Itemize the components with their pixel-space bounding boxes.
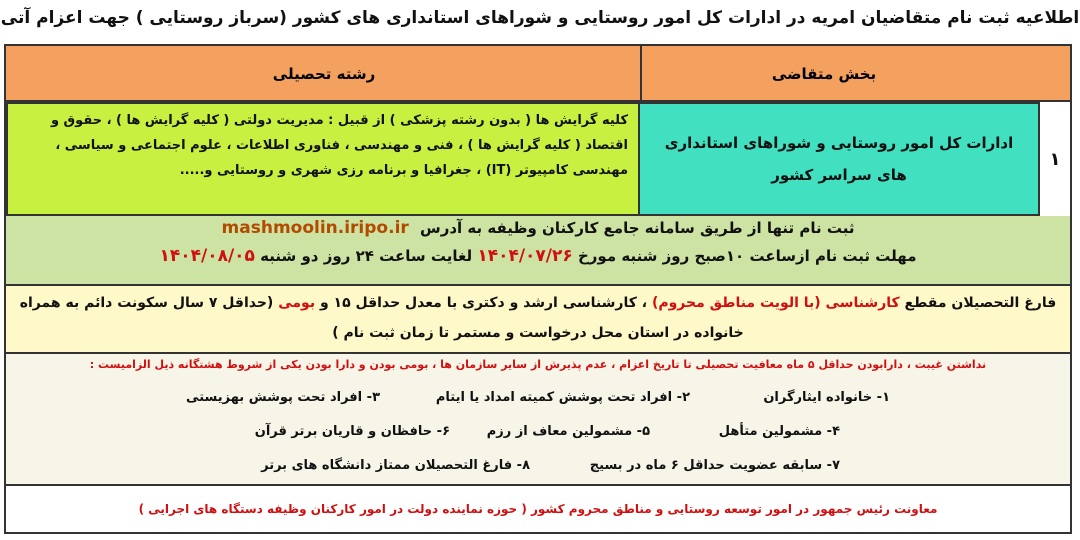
deadline-middle: لغایت ساعت ۲۴ روز دو شنبه xyxy=(260,247,473,265)
registration-text: ثبت نام تنها از طریق سامانه جامع کارکنان وظیفه به آدرس xyxy=(420,219,855,237)
eligibility-part-2: کارشناسی (با الویت مناطق محروم) xyxy=(651,295,900,311)
condition-item: ۶- حافظان و قاریان برتر قرآن xyxy=(254,424,450,439)
eligibility-part-5: بومی xyxy=(278,295,316,311)
eligibility-line-2: خانواده در استان محل درخواست و مستمر تا زمان ثبت نام ) xyxy=(332,325,744,341)
condition-item: ۴- مشمولین متأهل xyxy=(718,424,840,439)
conditions-block xyxy=(6,354,1070,486)
header-field-of-study: رشته تحصیلی xyxy=(272,65,376,83)
header-divider xyxy=(640,46,642,102)
header-department: بخش متقاضی xyxy=(771,65,877,83)
department-cell: ادارات کل امور روستایی و شوراهای استانداری های سراسر کشور xyxy=(638,102,1040,216)
eligibility-part-6: (حداقل ۷ سال سکونت دائم به همراه xyxy=(19,295,274,311)
conditions-intro: نداشتن غیبت ، دارابودن حداقل ۵ ماه معافیت تحصیلی تا تاریخ اعزام ، عدم پذیرش از سایر سازمان ها ، بومی بودن و دارا بودن یکی از شروط هشتگانه ذیل الزامیست : xyxy=(89,358,987,371)
registration-website: mashmoolin.iripo.ir xyxy=(221,218,409,238)
condition-item: ۲- افراد تحت پوشش کمیته امداد یا ایتام xyxy=(435,390,690,405)
condition-item: ۱- خانواده ایثارگران xyxy=(763,390,890,405)
start-date: ۱۴۰۴/۰۷/۲۶ xyxy=(477,246,573,266)
deadline-line xyxy=(6,246,1070,266)
eligibility-band xyxy=(6,286,1070,354)
end-date: ۱۴۰۴/۰۸/۰۵ xyxy=(159,246,255,266)
registration-band xyxy=(6,216,1070,286)
page-title: اطلاعیه ثبت نام متقاضیان امریه در ادارات کل امور روستایی و شوراهای استانداری های کشور (سرباز روستایی ) جهت اعزام آتی xyxy=(0,8,1080,28)
registration-line xyxy=(6,218,1070,238)
announcement-table xyxy=(4,44,1072,534)
condition-item: ۸- فارغ التحصیلان ممتاز دانشگاه های برتر xyxy=(261,458,530,473)
eligibility-part-1: فارغ التحصیلان مقطع xyxy=(904,295,1057,311)
row-number: ۱ xyxy=(1040,102,1070,216)
eligibility-line-1 xyxy=(6,288,1070,318)
condition-item: ۷- سابقه عضویت حداقل ۶ ماه در بسیج xyxy=(589,458,840,473)
deadline-prefix: مهلت ثبت نام ازساعت ۱۰صبح روز شنبه مورخ xyxy=(577,247,917,265)
footer-note: معاونت رئیس جمهور در امور توسعه روستایی و مناطق محروم کشور ( حوزه نماینده دولت در امور کارکنان وظیفه دستگاه های اجرایی ) xyxy=(6,486,1070,532)
eligibility-part-4: با معدل حداقل ۱۵ و xyxy=(319,295,458,311)
field-of-study-cell: کلیه گرایش ها ( بدون رشته پزشکی ) از قبیل : مدیریت دولتی ( کلیه گرایش ها ) ، حقوق و اقتصاد ( کلیه گرایش ها ) ، فنی و مهندسی ، فناوری اطلاعات ، علوم اجتماعی و سیاسی ، مهندسی کامپیوتر (IT) ، جغرافیا و برنامه رزی شهری و روستایی و..... xyxy=(6,102,640,216)
condition-item: ۳- افراد تحت پوشش بهزیستی xyxy=(186,390,380,405)
condition-item: ۵- مشمولین معاف از رزم xyxy=(486,424,650,439)
eligibility-part-3: ، کارشناسی ارشد و دکتری xyxy=(462,295,648,311)
